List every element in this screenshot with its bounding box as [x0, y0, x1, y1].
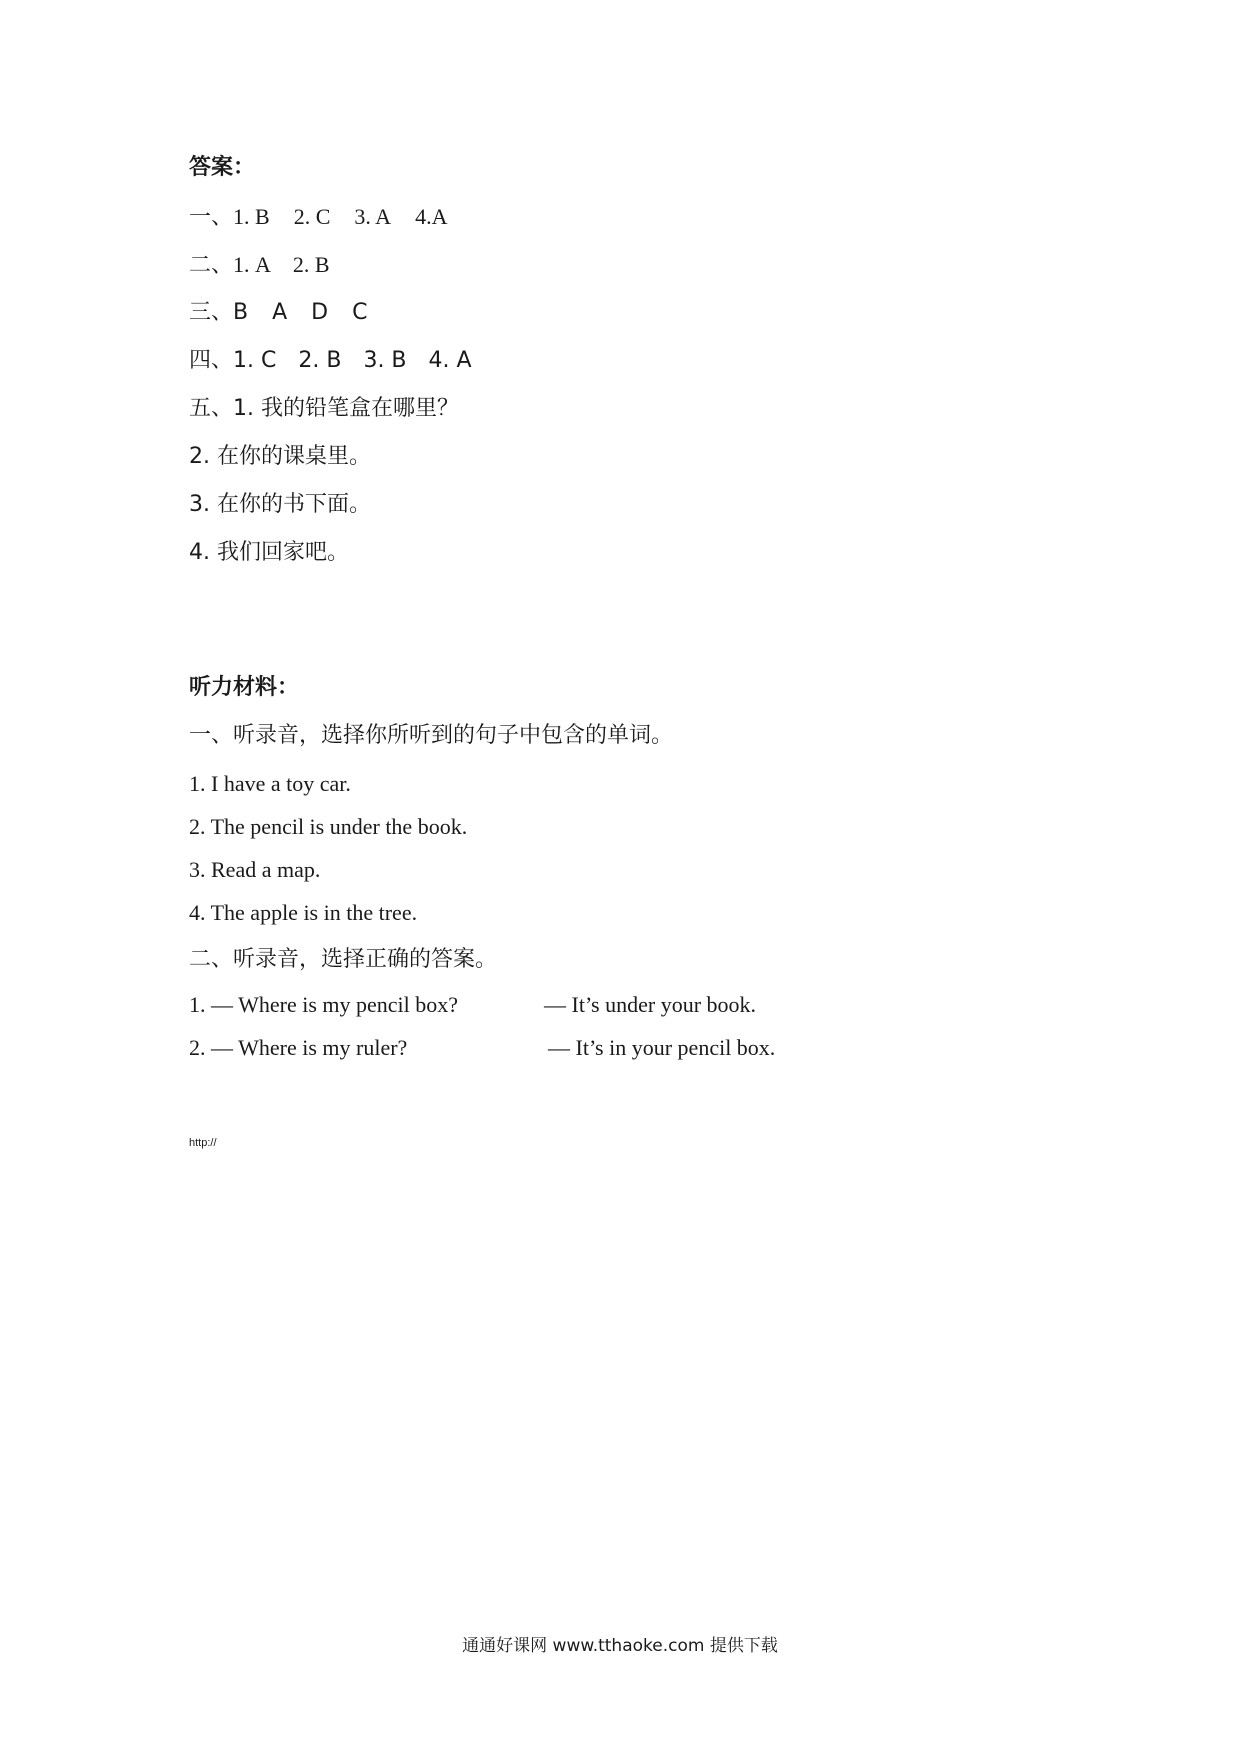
answer-line-3: [189, 298, 368, 328]
listening-sentence-3: 3. Read a map.: [189, 857, 321, 882]
answers-heading: 答案：: [189, 155, 256, 180]
footer-text: 通通好课网 www.tthaoke.com 提供下载: [462, 1636, 778, 1656]
answer-line-4-prefix: 四、: [189, 348, 234, 373]
dialog-2-answer: — It’s in your pencil box.: [548, 1035, 776, 1060]
answer-line-5-prefix: 五、: [189, 396, 234, 421]
answer-item: D: [311, 300, 329, 325]
url-text: http://: [189, 1137, 217, 1149]
listening-sentence-4: 4. The apple is in the tree.: [189, 900, 418, 925]
answer-item: B: [233, 300, 249, 325]
answer-line-5: [189, 394, 459, 424]
answer-item: 2. C: [293, 204, 331, 229]
answer-item: 1. B: [233, 204, 270, 229]
answer-line-5-2: 2. 在你的课桌里。: [189, 444, 371, 469]
answer-item: 1. A: [233, 252, 271, 277]
listening-section-2-title: 二、听录音，选择正确的答案。: [189, 947, 498, 972]
answer-item: 3. B: [363, 348, 407, 373]
answer-item: 4. A: [428, 348, 472, 373]
answer-item: 3. A: [354, 204, 392, 229]
listening-heading: 听力材料：: [189, 675, 300, 700]
answer-item: 2. B: [298, 348, 342, 373]
listening-sentence-1: 1. I have a toy car.: [189, 771, 351, 796]
answer-line-3-prefix: 三、: [189, 300, 234, 325]
answer-item: 4.A: [415, 204, 448, 229]
listening-section-1-title: 一、听录音，选择你所听到的句子中包含的单词。: [189, 723, 674, 748]
answer-line-1-prefix: 一、: [189, 205, 234, 230]
answer-line-5-3: 3. 在你的书下面。: [189, 492, 371, 517]
answer-item: 1. C: [233, 348, 277, 373]
answer-line-1: [189, 202, 447, 233]
answer-line-2-prefix: 二、: [189, 253, 234, 278]
answer-line-5-4: 4. 我们回家吧。: [189, 540, 349, 565]
dialog-1-answer: — It’s under your book.: [544, 992, 757, 1017]
answer-item: A: [272, 300, 288, 325]
answer-line-4: [189, 346, 472, 376]
answer-line-2: [189, 250, 330, 281]
answer-item: 1. 我的铅笔盒在哪里？: [233, 396, 459, 421]
dialog-1-question: 1. — Where is my pencil box?: [189, 992, 459, 1017]
listening-sentence-2: 2. The pencil is under the book.: [189, 814, 468, 839]
answer-item: 2. B: [292, 252, 330, 277]
dialog-2-question: 2. — Where is my ruler?: [189, 1035, 408, 1060]
answer-item: C: [352, 300, 368, 325]
